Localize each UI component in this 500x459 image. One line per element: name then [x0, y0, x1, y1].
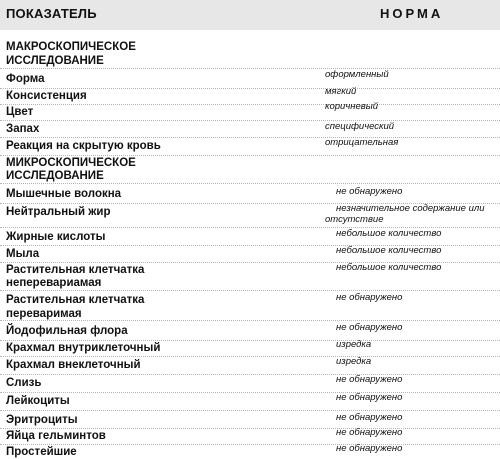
table-row — [0, 374, 500, 393]
row-label: Йодофильная флора — [6, 325, 128, 337]
row-label-continued: переваримая — [6, 308, 82, 320]
row-label: Мышечные волокна — [6, 188, 122, 200]
column-header-norm: НОРМА — [380, 6, 444, 21]
row-label: Растительная клетчатка — [6, 294, 145, 306]
row-norm: небольшое количество — [336, 245, 442, 256]
table-row — [0, 290, 500, 321]
row-norm: не обнаружено — [336, 374, 403, 385]
section-macroscopic — [0, 38, 500, 69]
section-title-line1: МАКРОСКОПИЧЕСКОЕ — [6, 41, 136, 53]
row-label: Крахмал внутриклеточный — [6, 342, 161, 354]
table-row — [0, 356, 500, 375]
row-norm: не обнаружено — [336, 427, 403, 438]
row-norm: изредка — [336, 356, 372, 367]
table-row — [0, 101, 500, 121]
table-row — [0, 120, 500, 138]
row-norm: специфический — [325, 121, 395, 132]
table-row — [0, 410, 500, 429]
row-norm: коричневый — [325, 101, 378, 112]
table-row — [0, 227, 500, 246]
row-norm: не обнаружено — [336, 322, 403, 333]
row-norm: отрицательная — [325, 137, 399, 148]
row-norm: не обнаружено — [336, 186, 403, 197]
table-row — [0, 245, 500, 263]
row-label: Крахмал внеклеточный — [6, 359, 141, 371]
row-norm: не обнаружено — [336, 392, 403, 403]
section-title-line2: ИССЛЕДОВАНИЕ — [6, 55, 104, 67]
table-row — [0, 137, 500, 156]
table-row — [0, 88, 500, 105]
row-label: Растительная клетчатка — [6, 264, 145, 276]
table-row — [0, 340, 500, 357]
row-norm: не обнаружено — [336, 292, 403, 303]
row-label: Простейшие — [6, 446, 77, 458]
row-norm: небольшое количество — [336, 262, 442, 273]
row-norm-continued: отсутствие — [325, 214, 384, 225]
table-row — [0, 320, 500, 341]
row-norm: не обнаружено — [336, 412, 403, 423]
column-header-indicator: ПОКАЗАТЕЛЬ — [6, 6, 97, 21]
row-label: Эритроциты — [6, 414, 78, 426]
row-label: Нейтральный жир — [6, 206, 111, 218]
table-row — [0, 392, 500, 411]
table-row — [0, 183, 500, 204]
row-label: Цвет — [6, 106, 34, 118]
row-norm: небольшое количество — [336, 228, 442, 239]
row-label: Реакция на скрытую кровь — [6, 140, 161, 152]
row-label: Слизь — [6, 377, 42, 389]
row-label: Яйца гельминтов — [6, 430, 106, 442]
section-title-line2: ИССЛЕДОВАНИЕ — [6, 170, 104, 182]
row-label: Жирные кислоты — [6, 231, 106, 243]
table-header — [0, 0, 500, 30]
row-label: Мыла — [6, 248, 40, 260]
row-norm: изредка — [336, 339, 372, 350]
row-label: Консистенция — [6, 90, 87, 102]
row-label-continued: неперевариамая — [6, 277, 102, 289]
section-microscopic — [0, 155, 500, 184]
table-row — [0, 444, 500, 457]
table-row — [0, 68, 500, 89]
section-title-line1: МИКРОСКОПИЧЕСКОЕ — [6, 157, 136, 169]
table-row — [0, 262, 500, 291]
row-norm: не обнаружено — [336, 443, 403, 454]
row-label: Лейкоциты — [6, 395, 70, 407]
row-norm: оформленный — [325, 69, 389, 80]
row-norm: мягкий — [325, 86, 357, 97]
table-row — [0, 203, 500, 228]
row-norm: незначительное содержание или — [336, 203, 485, 214]
row-label: Форма — [6, 73, 45, 85]
row-label: Запах — [6, 123, 40, 135]
table-row — [0, 428, 500, 445]
